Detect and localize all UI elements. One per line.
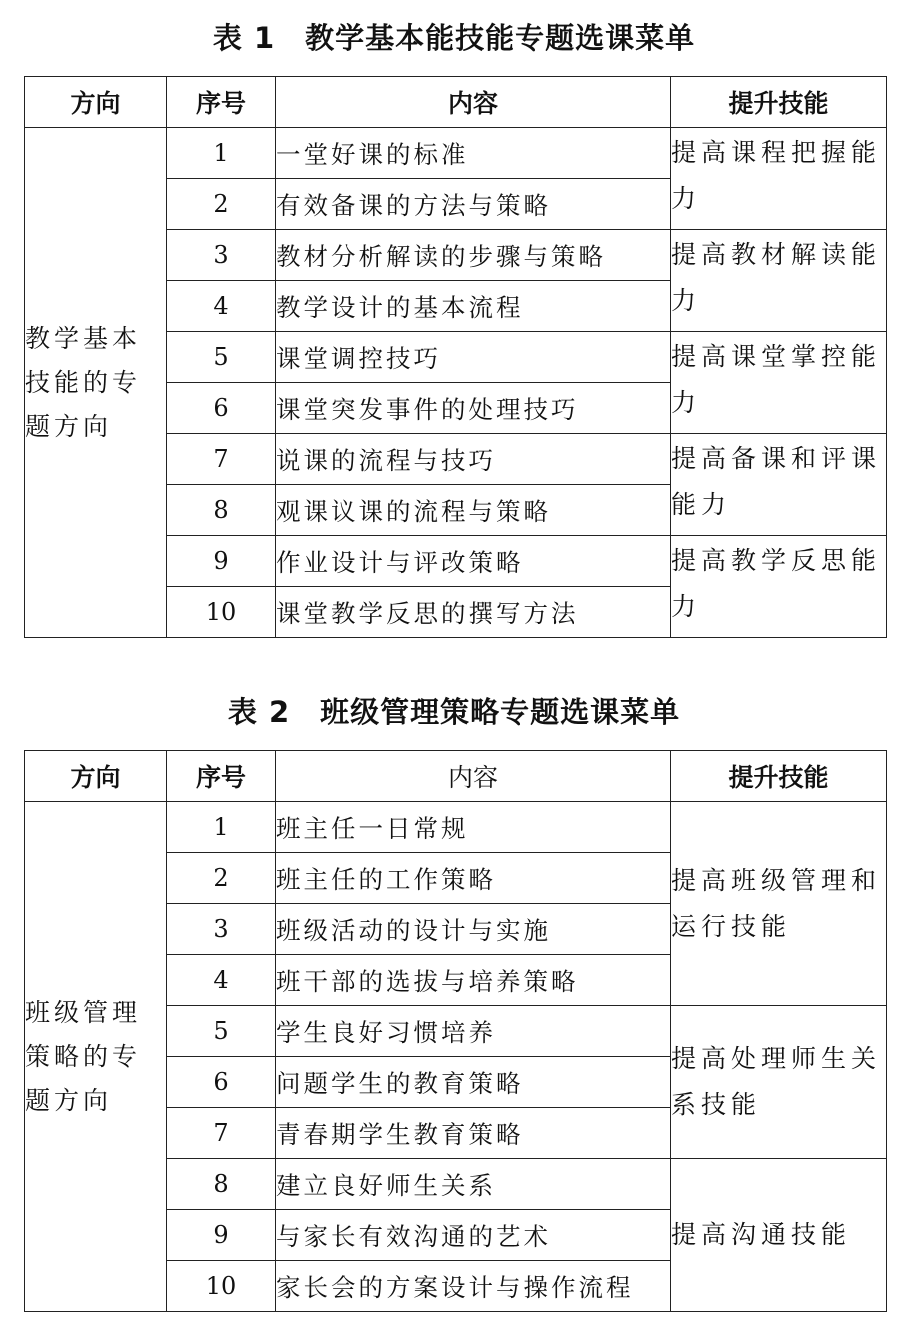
row-number: 6: [167, 383, 276, 434]
table-1: [24, 76, 887, 638]
row-content: 有效备课的方法与策略: [276, 179, 671, 230]
skill-text: 提高沟通技能: [671, 1220, 852, 1249]
skill-text: 提高班级管理和运行技能: [671, 865, 882, 941]
row-number: 4: [167, 955, 276, 1006]
table-row: [25, 802, 887, 853]
row-number: 9: [167, 536, 276, 587]
row-number: 9: [167, 1210, 276, 1261]
row-content: 班主任的工作策略: [276, 853, 671, 904]
row-number: 7: [167, 434, 276, 485]
row-content: 作业设计与评改策略: [276, 536, 671, 587]
row-number: 1: [167, 802, 276, 853]
skill-cell: [671, 536, 887, 638]
skill-cell: [671, 128, 887, 230]
skill-cell: [671, 230, 887, 332]
row-content: 班干部的选拔与培养策略: [276, 955, 671, 1006]
header-direction: 方向: [25, 751, 167, 802]
table-2-caption: 表 2 班级管理策略专题选课菜单: [227, 695, 681, 729]
skill-cell: [671, 1006, 887, 1159]
row-content: 课堂教学反思的撰写方法: [276, 587, 671, 638]
row-content: 与家长有效沟通的艺术: [276, 1210, 671, 1261]
row-content: 建立良好师生关系: [276, 1159, 671, 1210]
skill-cell: [671, 1159, 887, 1312]
header-number: 序号: [167, 751, 276, 802]
skill-cell: [671, 802, 887, 1006]
row-number: 2: [167, 853, 276, 904]
header-content: 内容: [276, 77, 671, 128]
skill-text: 提高处理师生关系技能: [671, 1044, 882, 1119]
header-skill: 提升技能: [671, 751, 887, 802]
skill-cell: [671, 434, 887, 536]
row-content: 班主任一日常规: [276, 802, 671, 853]
row-content: 问题学生的教育策略: [276, 1057, 671, 1108]
row-content: 教材分析解读的步骤与策略: [276, 230, 671, 281]
row-content: 教学设计的基本流程: [276, 281, 671, 332]
row-content: 课堂调控技巧: [276, 332, 671, 383]
row-content: 班级活动的设计与实施: [276, 904, 671, 955]
row-number: 2: [167, 179, 276, 230]
direction-cell: 教学基本技能的专题方向: [25, 128, 167, 638]
skill-text: 提高备课和评课能力: [671, 444, 882, 519]
table-header-row: [25, 77, 887, 128]
row-number: 10: [167, 587, 276, 638]
direction-cell: 班级管理策略的专题方向: [25, 802, 167, 1312]
header-content: 内容: [276, 751, 671, 802]
skill-text: 提高教学反思能力: [671, 546, 882, 621]
row-number: 8: [167, 1159, 276, 1210]
row-number: 4: [167, 281, 276, 332]
skill-cell: [671, 332, 887, 434]
row-content: 家长会的方案设计与操作流程: [276, 1261, 671, 1312]
row-number: 8: [167, 485, 276, 536]
header-number: 序号: [167, 77, 276, 128]
table-2: [24, 750, 887, 1312]
row-number: 3: [167, 230, 276, 281]
row-number: 1: [167, 128, 276, 179]
header-direction: 方向: [25, 77, 167, 128]
row-content: 课堂突发事件的处理技巧: [276, 383, 671, 434]
table-1-caption: 表 1 教学基本能技能专题选课菜单: [212, 21, 696, 55]
row-content: 一堂好课的标准: [276, 128, 671, 179]
skill-text: 提高课程把握能力: [671, 138, 882, 213]
row-content: 说课的流程与技巧: [276, 434, 671, 485]
row-number: 5: [167, 1006, 276, 1057]
skill-text: 提高课堂掌控能力: [671, 342, 882, 417]
row-number: 6: [167, 1057, 276, 1108]
row-content: 青春期学生教育策略: [276, 1108, 671, 1159]
row-number: 5: [167, 332, 276, 383]
table-header-row: [25, 751, 887, 802]
table-row: [25, 128, 887, 179]
row-number: 3: [167, 904, 276, 955]
row-number: 10: [167, 1261, 276, 1312]
row-number: 7: [167, 1108, 276, 1159]
row-content: 观课议课的流程与策略: [276, 485, 671, 536]
row-content: 学生良好习惯培养: [276, 1006, 671, 1057]
header-skill: 提升技能: [671, 77, 887, 128]
skill-text: 提高教材解读能力: [671, 240, 882, 315]
